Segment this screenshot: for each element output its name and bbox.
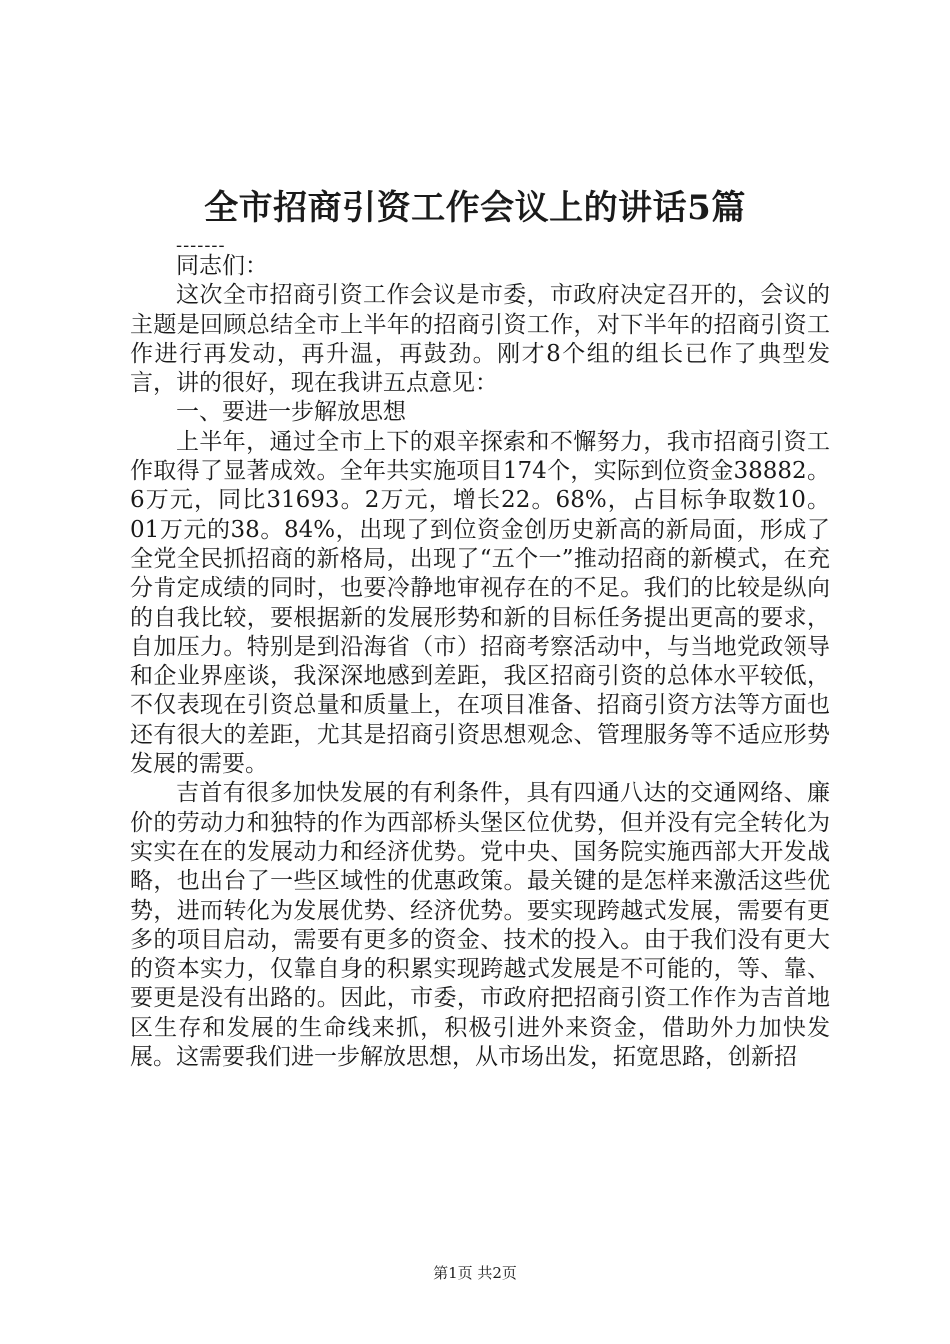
salutation-paragraph: 同志们： [176,253,268,279]
title-separator: ------- [176,235,226,256]
body-paragraph: 吉首有很多加快发展的有利条件，具有四通八达的交通网络、廉价的劳动力和独特的作为西部桥头堡区位优势，但并没有完全转化为实实在在的发展动力和经济优势。党中央、国务院实施西部大开发战略，也出台了一些区域性的优惠政策。最关键的是怎样来激活这些优势，进而转化为发展优势、经济优势。要实现跨越式发展，需要有更多的项目启动，需要有更多的资金、技术的投入。由于我们没有更大的资本实力，仅靠自身的积累实现跨越式发展是不可能的，等、靠、要更是没有出路的。因此，市委，市政府把招商引资工作作为吉首地区生存和发展的生命线来抓，积极引进外来资金，借助外力加快发展。这需要我们进一步解放思想，从市场出发，拓宽思路，创新招 [130,780,830,1071]
intro-paragraph: 这次全市招商引资工作会议是市委，市政府决定召开的，会议的主题是回顾总结全市上半年的招商引资工作，对下半年的招商引资工作进行再发动，再升温，再鼓劲。刚才8个组的组长已作了典型发言，讲的很好，现在我讲五点意见： [130,282,830,397]
document-title: 全市招商引资工作会议上的讲话5篇 [204,188,746,228]
page-footer: 第1页 共2页 [433,1264,517,1282]
section-heading: 一、要进一步解放思想 [176,399,406,426]
body-paragraph: 上半年，通过全市上下的艰辛探索和不懈努力，我市招商引资工作取得了显著成效。全年共实施项目174个，实际到位资金38882。6万元，同比31693。2万元，增长22。68%，占目标争取数10。01万元的38。84%，出现了到位资金创历史新高的新局面，形成了全党全民抓招商的新格局，出现了“五个一”推动招商的新模式，在充分肯定成绩的同时，也要冷静地审视存在的不足。我们的比较是纵向的自我比较，要根据新的发展形势和新的目标任务提出更高的要求，自加压力。特别是到沿海省（市）招商考察活动中，与当地党政领导和企业界座谈，我深深地感到差距，我区招商引资的总体水平较低，不仅表现在引资总量和质量上，在项目准备、招商引资方法等方面也还有很大的差距，尤其是招商引资思想观念、管理服务等不适应形势发展的需要。 [130,428,830,778]
document-body [130,252,830,1072]
